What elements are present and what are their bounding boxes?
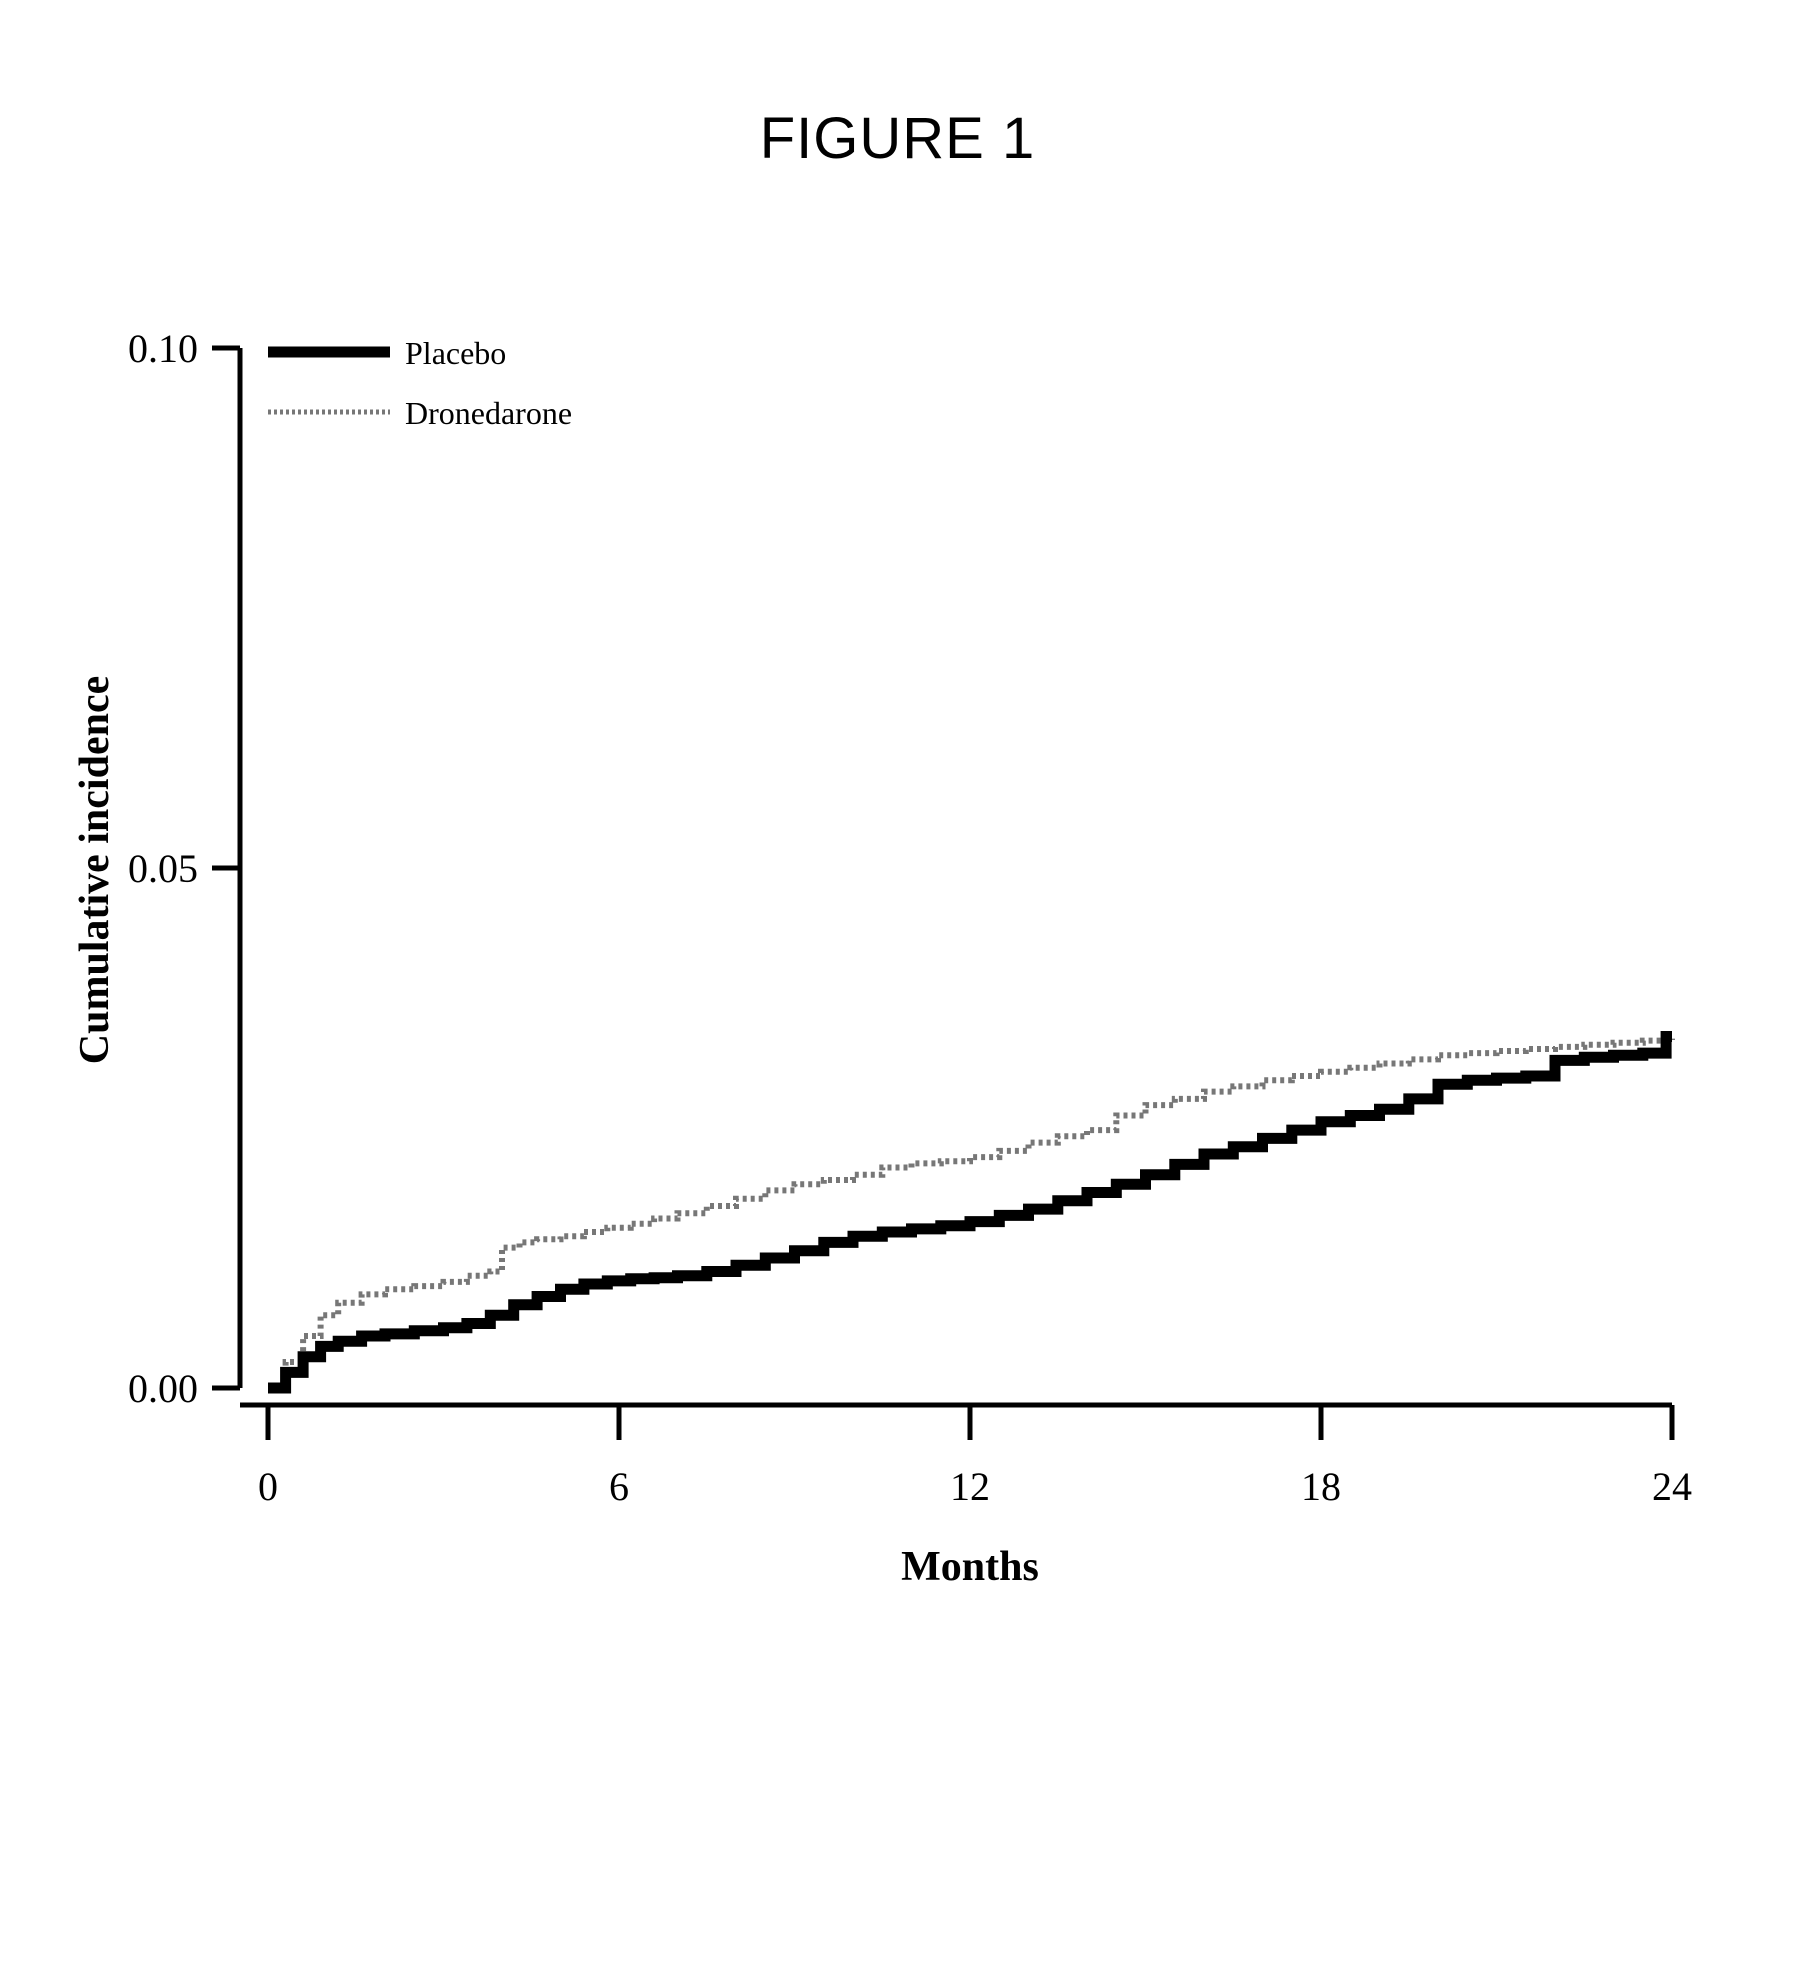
- y-axis-title: Cumulative incidence: [72, 675, 118, 1065]
- x-tick-label-6: 6: [609, 1464, 629, 1509]
- x-tick-label-12: 12: [950, 1464, 990, 1509]
- y-tick-label-010: 0.10: [128, 330, 198, 371]
- cumulative-incidence-chart: [0, 330, 1795, 1730]
- y-axis-ticks: [128, 330, 240, 1411]
- x-tick-label-24: 24: [1652, 1464, 1692, 1509]
- legend-label-dronedarone: Dronedarone: [405, 395, 573, 431]
- legend-label-placebo: Placebo: [405, 335, 507, 371]
- chart-legend: [268, 335, 572, 431]
- figure-title: FIGURE 1: [759, 106, 1036, 171]
- y-tick-label-000: 0.00: [128, 1366, 198, 1411]
- x-axis-title: Months: [901, 1544, 1039, 1590]
- series-line-dronedarone: [268, 1039, 1672, 1388]
- x-axis-ticks: [258, 1405, 1692, 1509]
- chart-plot-area: [0, 330, 1795, 1730]
- y-tick-label-005: 0.05: [128, 846, 198, 891]
- x-tick-label-18: 18: [1301, 1464, 1341, 1509]
- x-tick-label-0: 0: [258, 1464, 278, 1509]
- series-line-placebo: [268, 1037, 1672, 1389]
